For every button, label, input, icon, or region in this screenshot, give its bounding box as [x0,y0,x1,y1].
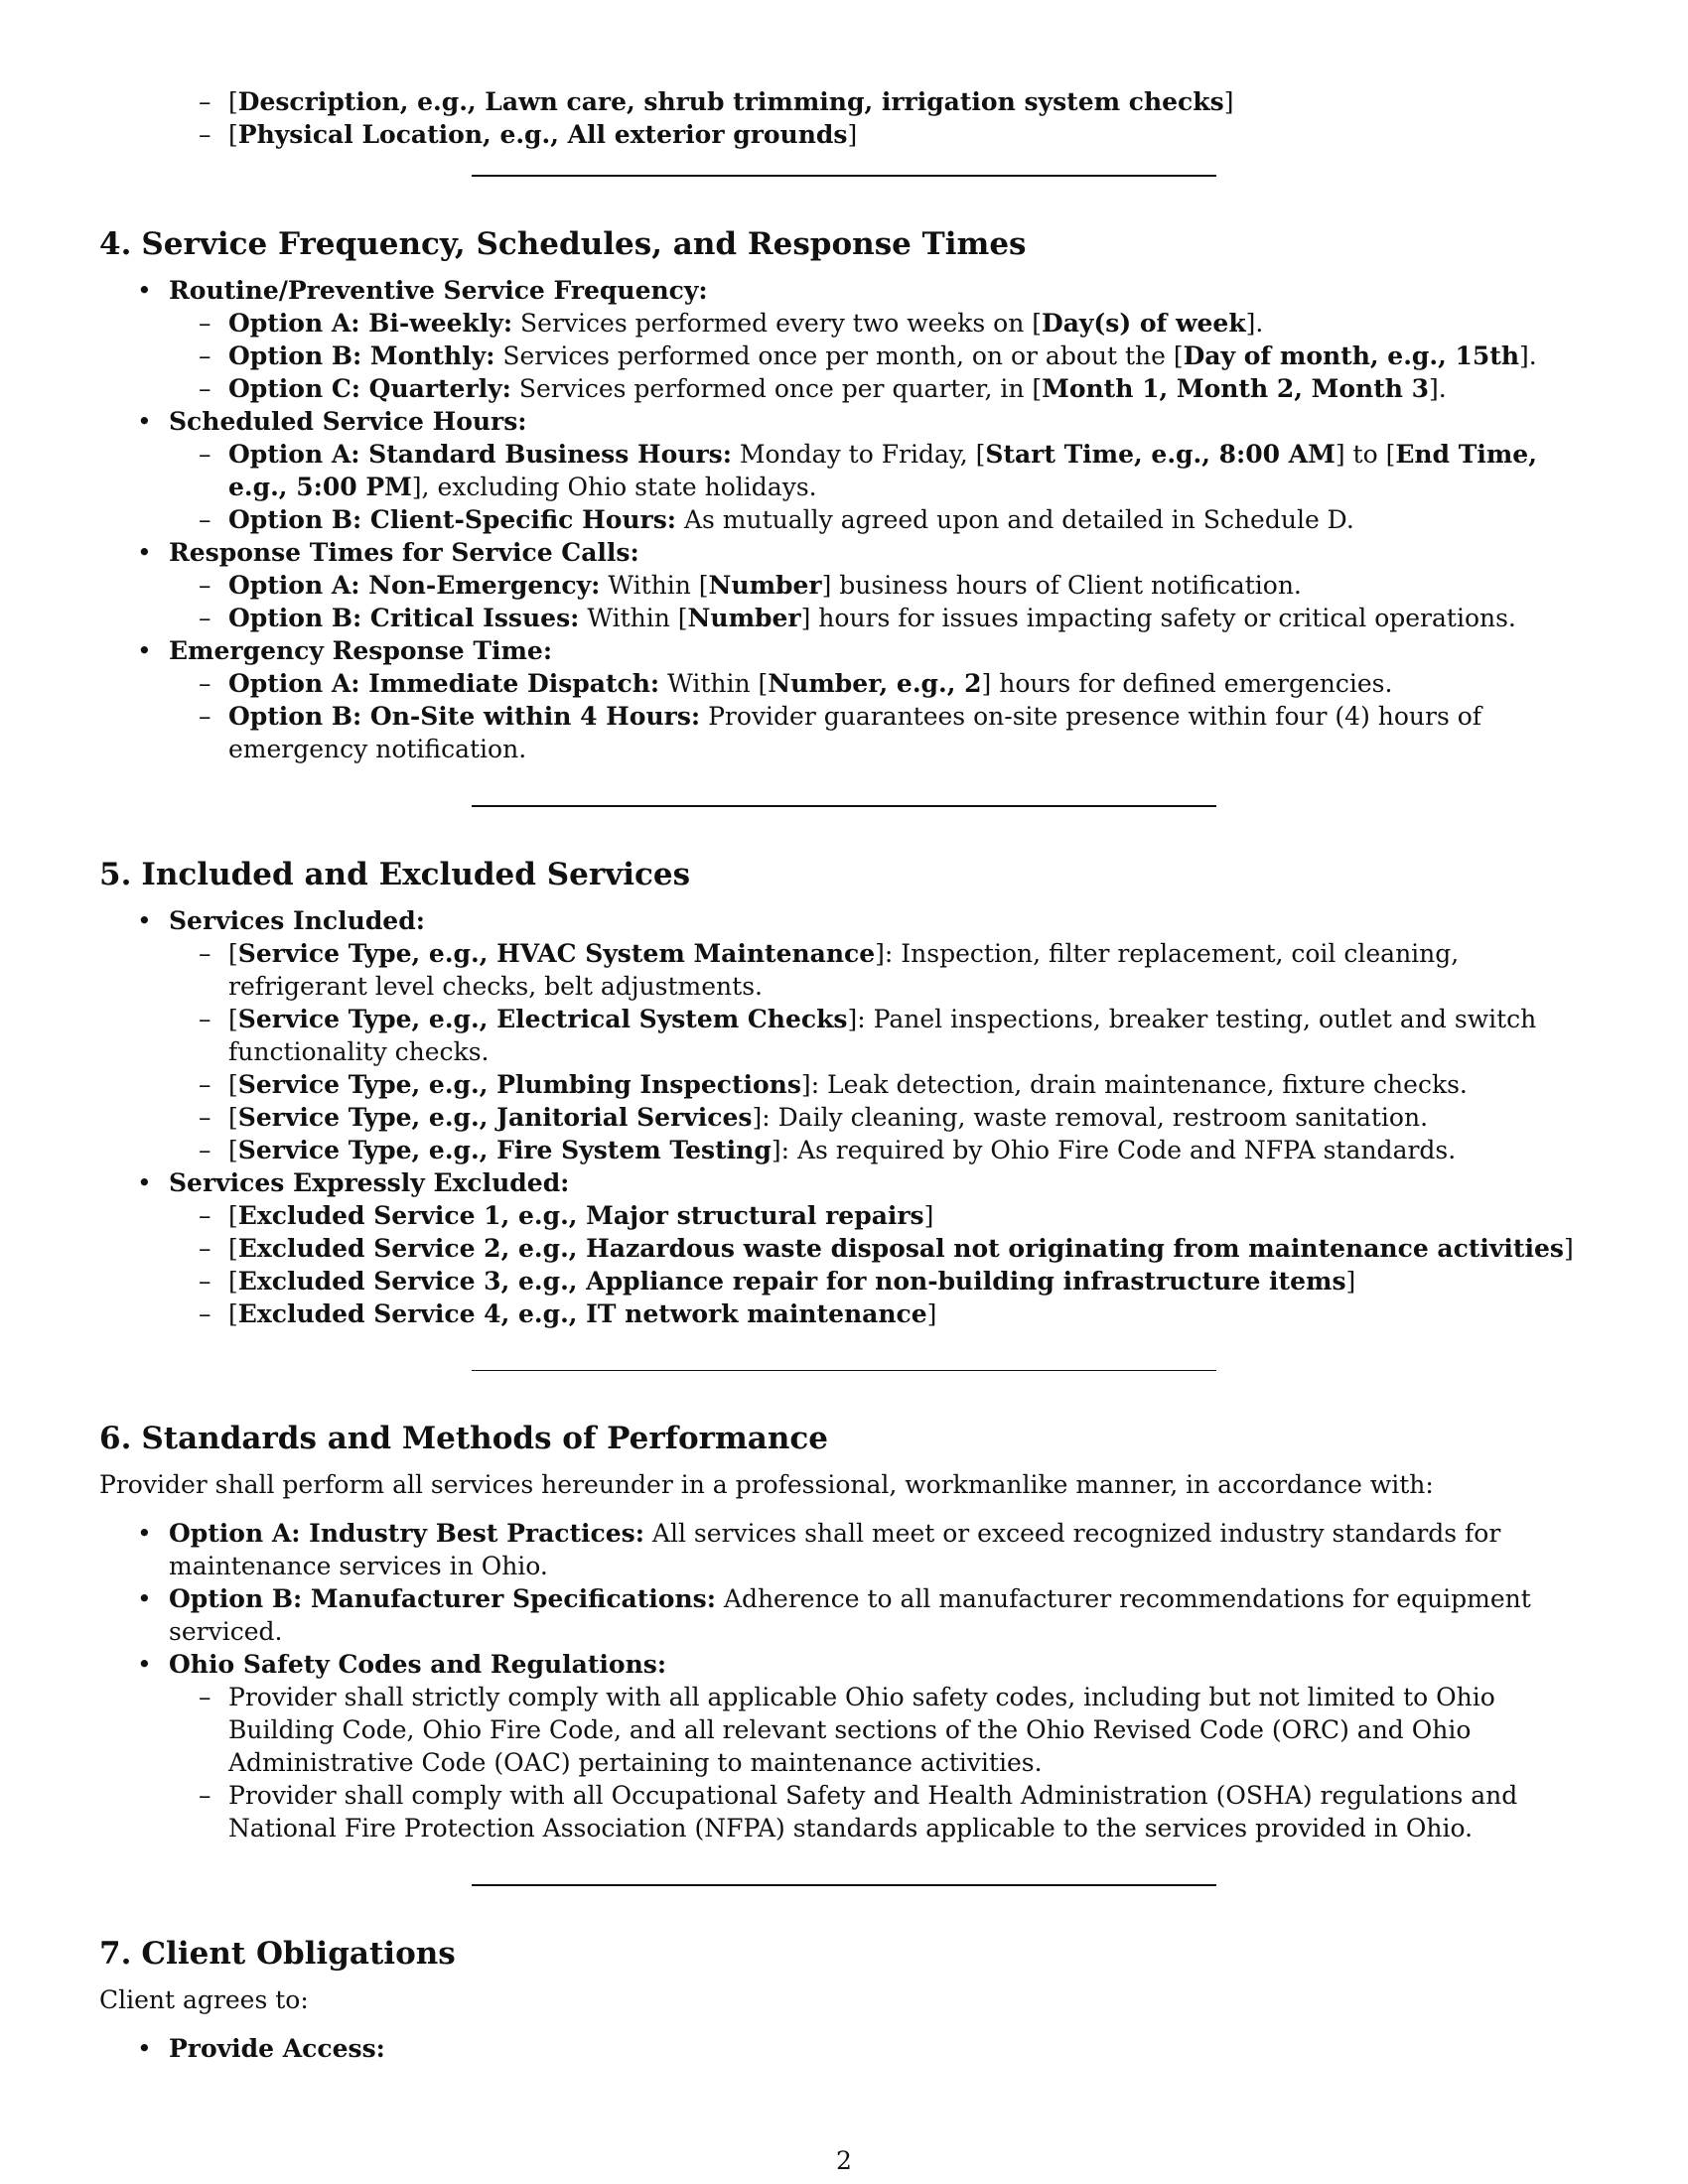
bullet-icon: • [137,1519,152,1548]
section-heading-4: 4. Service Frequency, Schedules, and Response Times [99,226,1027,262]
list-item: – [Service Type, e.g., Electrical System Checks]: Panel inspections, breaker testing, outlet and switch functionality checks. [99,1003,1589,1068]
list-item: – [Excluded Service 1, e.g., Major structural repairs] [99,1199,1589,1232]
list-item: • Ohio Safety Codes and Regulations: – Provider shall strictly comply with all applicable Ohio safety codes, including but not limited to Ohio Building Code, Ohio Fire Code, and all relevant sections of the Ohio Revised Code (ORC) and Ohio Administrative Code (OAC) pertaining to maintenance activities. – Provider shall comply with all Occupational Safety and Health Administration (OSHA) regulations and National Fire Protection Association (NFPA) standards applicable to the services provided in Ohio. [99,1648,1589,1844]
section6-intro: Provider shall perform all services hereunder in a professional, workmanlike manner, in accordance with: [99,1470,1434,1499]
list-item: – Option A: Standard Business Hours: Monday to Friday, [Start Time, e.g., 8:00 AM] to [End Time, e.g., 5:00 PM], excluding Ohio state holidays. [99,438,1589,503]
list-item: – Option B: Critical Issues: Within [Number] hours for issues impacting safety or critical operations. [99,602,1589,634]
list-item: – [Description, e.g., Lawn care, shrub trimming, irrigation system checks] [99,85,1589,118]
section7-intro: Client agrees to: [99,1985,309,2014]
section5-list [99,904,1589,1330]
list-item: – Option B: On-Site within 4 Hours: Provider guarantees on-site presence within four (4) hours of emergency notification. [99,700,1589,765]
list-item: • Response Times for Service Calls: – Option A: Non-Emergency: Within [Number] business hours of Client notification. – Option B: Critical Issues: Within [Number] hours for issues impacting safety or critical operations. [99,536,1589,634]
list-item: – Provider shall strictly comply with all applicable Ohio safety codes, including but not limited to Ohio Building Code, Ohio Fire Code, and all relevant sections of the Ohio Revised Code (ORC) and Ohio Administrative Code (OAC) pertaining to maintenance activities. [99,1681,1589,1779]
bullet-icon: • [137,538,152,567]
section6-list [99,1517,1589,1844]
scope-details-list [99,85,1589,151]
section-heading-7: 7. Client Obligations [99,1936,456,1972]
list-item: • Services Expressly Excluded: – [Excluded Service 1, e.g., Major structural repairs] – [Excluded Service 2, e.g., Hazardous waste disposal not originating from maintenance activities] – [Excluded Service 3, e.g., Appliance repair for non-building infrastructure items] – [Excluded Service 4, e.g., IT network maintenance] [99,1166,1589,1330]
list-item: • Option B: Manufacturer Specifications: Adherence to all manufacturer recommendations for equipment serviced. [137,1584,1531,1646]
list-item: – Provider shall comply with all Occupational Safety and Health Administration (OSHA) regulations and National Fire Protection Association (NFPA) standards applicable to the services provided in Ohio. [99,1779,1589,1844]
section4-list [99,274,1589,765]
list-item: – [Service Type, e.g., Janitorial Services]: Daily cleaning, waste removal, restroom sanitation. [99,1101,1589,1134]
bullet-icon: • [137,276,152,305]
list-item: • Option A: Industry Best Practices: All services shall meet or exceed recognized industry standards for maintenance services in Ohio. [137,1519,1501,1580]
list-item: – Option B: Client-Specific Hours: As mutually agreed upon and detailed in Schedule D. [99,503,1589,536]
list-item: – Option A: Non-Emergency: Within [Number] business hours of Client notification. [99,569,1589,602]
list-item: – [Excluded Service 2, e.g., Hazardous waste disposal not originating from maintenance activities] [99,1232,1589,1265]
section-divider [472,1370,1216,1371]
list-item: – [Physical Location, e.g., All exterior grounds] [99,118,1589,151]
bullet-icon: • [137,407,152,436]
list-item: • Routine/Preventive Service Frequency: – Option A: Bi-weekly: Services performed every two weeks on [Day(s) of week]. – Option B: Monthly: Services performed once per month, on or about the [Day of month, e.g., 15th]. – Option C: Quarterly: Services performed once per quarter, in [Month 1, Month 2, Month 3]. [99,274,1589,405]
section-divider [472,1884,1216,1886]
list-item: – [Excluded Service 3, e.g., Appliance repair for non-building infrastructure items] [99,1265,1589,1297]
list-item: • Emergency Response Time: – Option A: Immediate Dispatch: Within [Number, e.g., 2] hours for defined emergencies. – Option B: On-Site within 4 Hours: Provider guarantees on-site presence within four (4) hours of emergency notification. [99,634,1589,765]
list-item: – [Service Type, e.g., HVAC System Maintenance]: Inspection, filter replacement, coil cleaning, refrigerant level checks, belt adjustments. [99,937,1589,1003]
list-item: – Option B: Monthly: Services performed once per month, on or about the [Day of month, e.g., 15th]. [99,340,1589,372]
section-heading-5: 5. Included and Excluded Services [99,857,691,892]
section7-list [99,2032,1589,2065]
list-item: – [Service Type, e.g., Fire System Testing]: As required by Ohio Fire Code and NFPA standards. [99,1134,1589,1166]
bullet-icon: • [137,906,152,935]
list-item: – Option C: Quarterly: Services performed once per quarter, in [Month 1, Month 2, Month 3]. [99,372,1589,405]
page-number: 2 [836,2146,852,2175]
list-item: – [Excluded Service 4, e.g., IT network maintenance] [99,1297,1589,1330]
section-divider [472,805,1216,807]
document-page [99,85,1589,2065]
section-divider [472,175,1216,177]
bullet-icon: • [137,636,152,665]
list-item: – [Service Type, e.g., Plumbing Inspections]: Leak detection, drain maintenance, fixture checks. [99,1068,1589,1101]
section-heading-6: 6. Standards and Methods of Performance [99,1421,829,1456]
bullet-icon: • [137,1168,152,1197]
list-item: – Option A: Immediate Dispatch: Within [Number, e.g., 2] hours for defined emergencies. [99,667,1589,700]
bullet-icon: • [137,1650,152,1679]
bullet-icon: • [137,1584,152,1613]
list-item: • Scheduled Service Hours: – Option A: Standard Business Hours: Monday to Friday, [Start Time, e.g., 8:00 AM] to [End Time, e.g., 5:00 PM], excluding Ohio state holidays. – Option B: Client-Specific Hours: As mutually agreed upon and detailed in Schedule D. [99,405,1589,536]
list-item: – Option A: Bi-weekly: Services performed every two weeks on [Day(s) of week]. [99,307,1589,340]
list-item: • Services Included: – [Service Type, e.g., HVAC System Maintenance]: Inspection, filter replacement, coil cleaning, refrigerant level checks, belt adjustments. – [Service Type, e.g., Electrical System Checks]: Panel inspections, breaker testing, outlet and switch functionality checks. – [Service Type, e.g., Plumbing Inspections]: Leak detection, drain maintenance, fixture checks. – [Service Type, e.g., Janitorial Services]: Daily cleaning, waste removal, restroom sanitation. – [Service Type, e.g., Fire System Testing]: As required by Ohio Fire Code and NFPA standards. [99,904,1589,1166]
list-item: • Provide Access: [137,2034,385,2063]
bullet-icon: • [137,2034,152,2063]
